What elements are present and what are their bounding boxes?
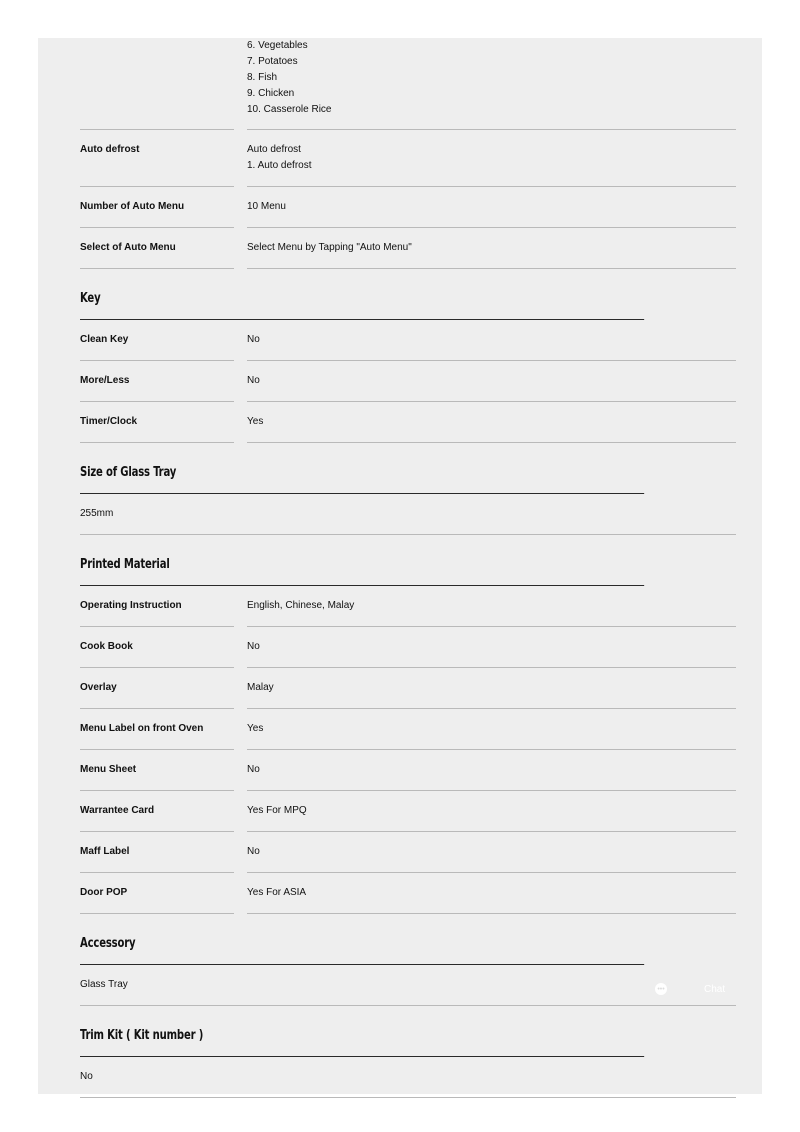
section-title-accessory: Accessory	[80, 914, 644, 965]
auto-menu-list-label-spacer	[80, 38, 234, 130]
section-title-trim-kit: Trim Kit ( Kit number )	[80, 1006, 644, 1057]
spec-value: Yes For MPQ	[247, 803, 736, 832]
list-item: 7. Potatoes	[247, 56, 298, 67]
spec-value: 10 Menu	[247, 199, 736, 228]
section-title-key: Key	[80, 269, 644, 320]
spec-value: Yes	[247, 721, 736, 750]
spec-row-menu-sheet	[80, 750, 736, 791]
spec-value: No	[247, 762, 736, 791]
spec-label: Maff Label	[80, 844, 234, 873]
spec-value: English, Chinese, Malay	[247, 598, 736, 627]
spec-row-more-less	[80, 361, 736, 402]
spec-label: Cook Book	[80, 639, 234, 668]
spec-label: Menu Sheet	[80, 762, 234, 791]
spec-row-auto-defrost	[80, 130, 736, 187]
trim-kit-value: No	[80, 1057, 736, 1098]
spec-panel	[38, 38, 762, 1094]
spec-row-warrantee-card	[80, 791, 736, 832]
spec-value: No	[247, 639, 736, 668]
spec-label: Clean Key	[80, 332, 234, 361]
spec-row-door-pop	[80, 873, 736, 914]
spec-value: Malay	[247, 680, 736, 709]
spec-value: No	[247, 844, 736, 873]
spec-row-cook-book	[80, 627, 736, 668]
spec-label: Select of Auto Menu	[80, 240, 234, 269]
chat-button[interactable]	[655, 983, 725, 995]
spec-row-select-of-auto-menu	[80, 228, 736, 269]
accessory-value: Glass Tray	[80, 965, 736, 1006]
spec-label: Door POP	[80, 885, 234, 914]
list-item: 6. Vegetables	[247, 40, 308, 51]
chat-label: Chat	[704, 983, 726, 995]
spec-row-operating-instruction	[80, 586, 736, 627]
list-item: 9. Chicken	[247, 88, 295, 99]
spec-value: No	[247, 373, 736, 402]
spec-label: Operating Instruction	[80, 598, 234, 627]
section-title-glass-tray: Size of Glass Tray	[80, 443, 644, 494]
spec-row-overlay	[80, 668, 736, 709]
spec-value: Select Menu by Tapping "Auto Menu"	[247, 240, 736, 269]
spec-value	[247, 142, 736, 187]
spec-value: Yes	[247, 414, 736, 443]
spec-value-line: Auto defrost	[247, 144, 301, 155]
spec-label: Warrantee Card	[80, 803, 234, 832]
auto-menu-list-row	[80, 38, 736, 130]
spec-label: Timer/Clock	[80, 414, 234, 443]
spec-value: No	[247, 332, 736, 361]
spec-label: Auto defrost	[80, 142, 234, 187]
list-item: 8. Fish	[247, 72, 278, 83]
auto-menu-list	[247, 38, 736, 130]
spec-label: Menu Label on front Oven	[80, 721, 234, 750]
spec-row-maff-label	[80, 832, 736, 873]
section-title-printed-material: Printed Material	[80, 535, 644, 586]
spec-label: Overlay	[80, 680, 234, 709]
spec-content	[80, 38, 736, 1098]
spec-value-line: 1. Auto defrost	[247, 160, 312, 171]
spec-label: Number of Auto Menu	[80, 199, 234, 228]
spec-value: Yes For ASIA	[247, 885, 736, 914]
list-item: 10. Casserole Rice	[247, 104, 332, 115]
chat-bubble-icon: •••	[655, 983, 667, 995]
spec-row-clean-key	[80, 320, 736, 361]
spec-row-menu-label	[80, 709, 736, 750]
spec-row-number-of-auto-menu	[80, 187, 736, 228]
spec-label: More/Less	[80, 373, 234, 402]
spec-row-timer-clock	[80, 402, 736, 443]
glass-tray-size-value: 255mm	[80, 494, 736, 535]
